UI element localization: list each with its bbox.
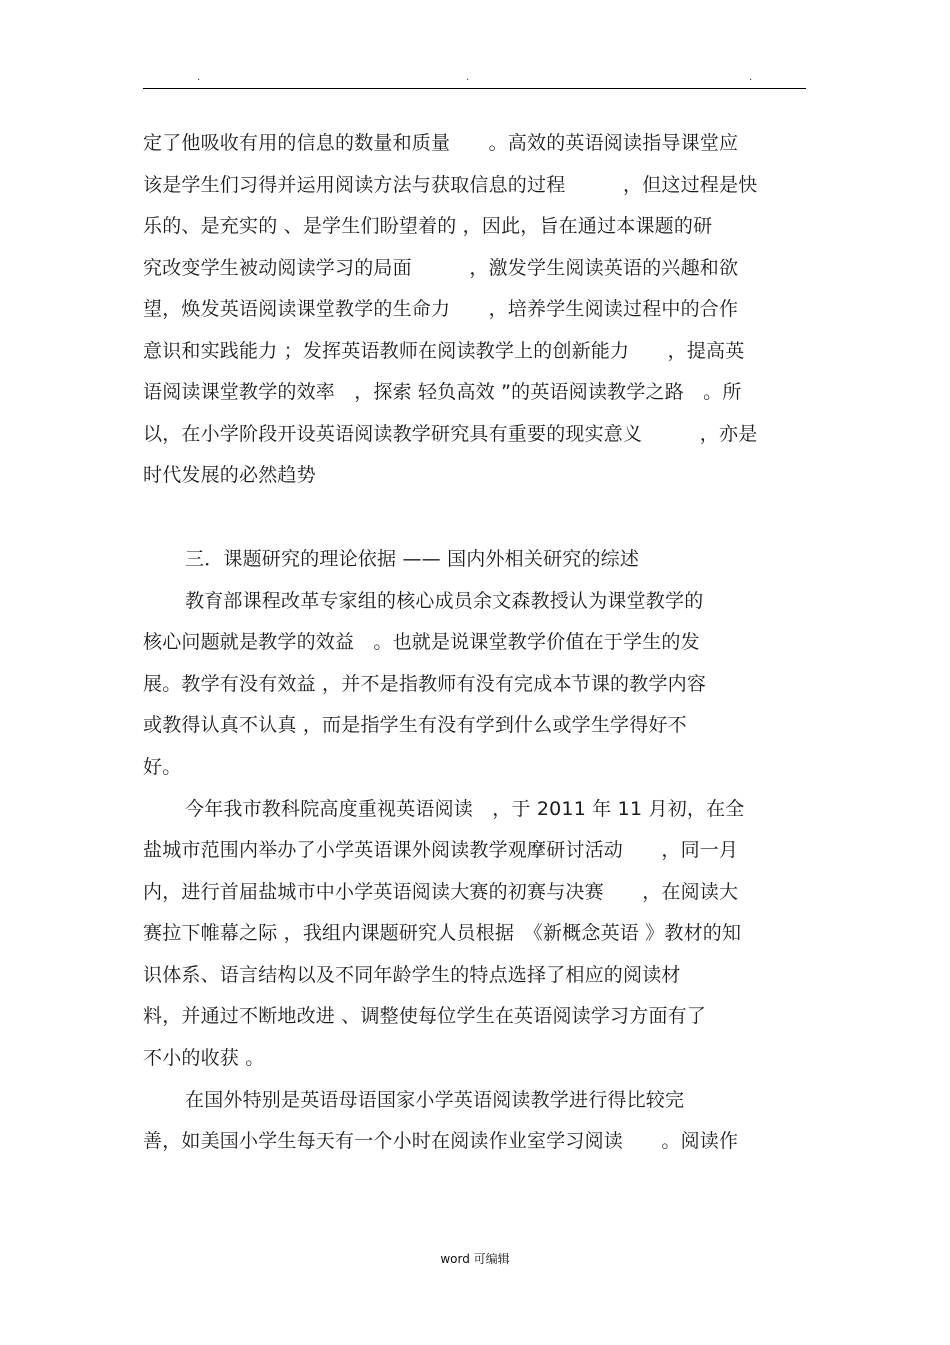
text-line: 展。教学有没有效益 ，并不是指教师有没有完成本节课的教学内容 xyxy=(143,673,707,695)
text-line: 善，如美国小学生每天有一个小时在阅读作业室学习阅读 。阅读作 xyxy=(143,1130,739,1152)
text-line: 定了他吸收有用的信息的数量和质量 。高效的英语阅读指导课堂应 xyxy=(143,132,739,154)
header-dot: . xyxy=(466,72,470,83)
text-line: 不小的收获 。 xyxy=(143,1047,265,1069)
header-rule xyxy=(143,88,806,89)
header-dot: . xyxy=(749,72,753,83)
text-line: 核心问题就是教学的效益 。也就是说课堂教学价值在于学生的发 xyxy=(143,631,700,653)
text-line: 或教得认真不认真 ，而是指学生有没有学到什么或学生学得好不 xyxy=(143,714,687,736)
header-dots xyxy=(143,72,806,84)
text-line: 时代发展的必然趋势 xyxy=(143,464,316,486)
text-line: 以，在小学阶段开设英语阅读教学研究具有重要的现实意义 ，亦是 xyxy=(143,423,758,445)
text-line: 该是学生们习得并运用阅读方法与获取信息的过程 ，但这过程是快 xyxy=(143,174,758,196)
text-line: 今年我市教科院高度重视英语阅读 ，于 2011 年 11 月初，在全 xyxy=(185,798,745,820)
text-line: 识体系、语言结构以及不同年龄学生的特点选择了相应的阅读材 xyxy=(143,964,681,986)
header-dot: . xyxy=(197,72,201,83)
text-line: 乐的、是充实的 、是学生们盼望着的 ，因此，旨在通过本课题的研 xyxy=(143,215,713,237)
text-line: 教育部课程改革专家组的核心成员余文森教授认为课堂教学的 xyxy=(185,590,704,612)
text-line: 盐城市范围内举办了小学英语课外阅读教学观摩研讨活动 ，同一月 xyxy=(143,839,739,861)
text-line: 语阅读课堂教学的效率 ，探索 轻负高效 ”的英语阅读教学之路 。所 xyxy=(143,381,742,403)
text-line: 好。 xyxy=(143,756,182,778)
page-footer: word 可编辑 xyxy=(440,1252,510,1266)
text-line: 望，焕发英语阅读课堂教学的生命力 ，培养学生阅读过程中的合作 xyxy=(143,298,739,320)
section-title: 三．课题研究的理论依据 —— 国内外相关研究的综述 xyxy=(185,548,640,570)
text-line: 内，进行首届盐城市中小学英语阅读大赛的初赛与决赛 ，在阅读大 xyxy=(143,881,739,903)
text-line: 在国外特别是英语母语国家小学英语阅读教学进行得比较完 xyxy=(185,1089,685,1111)
text-line: 意识和实践能力 ；发挥英语教师在阅读教学上的创新能力 ，提高英 xyxy=(143,340,745,362)
text-line: 赛拉下帷幕之际 ，我组内课题研究人员根据 《新概念英语 》教材的知 xyxy=(143,922,742,944)
text-line: 料，并通过不断地改进 、调整使每位学生在英语阅读学习方面有了 xyxy=(143,1005,707,1027)
text-line: 究改变学生被动阅读学习的局面 ，激发学生阅读英语的兴趣和欲 xyxy=(143,257,739,279)
